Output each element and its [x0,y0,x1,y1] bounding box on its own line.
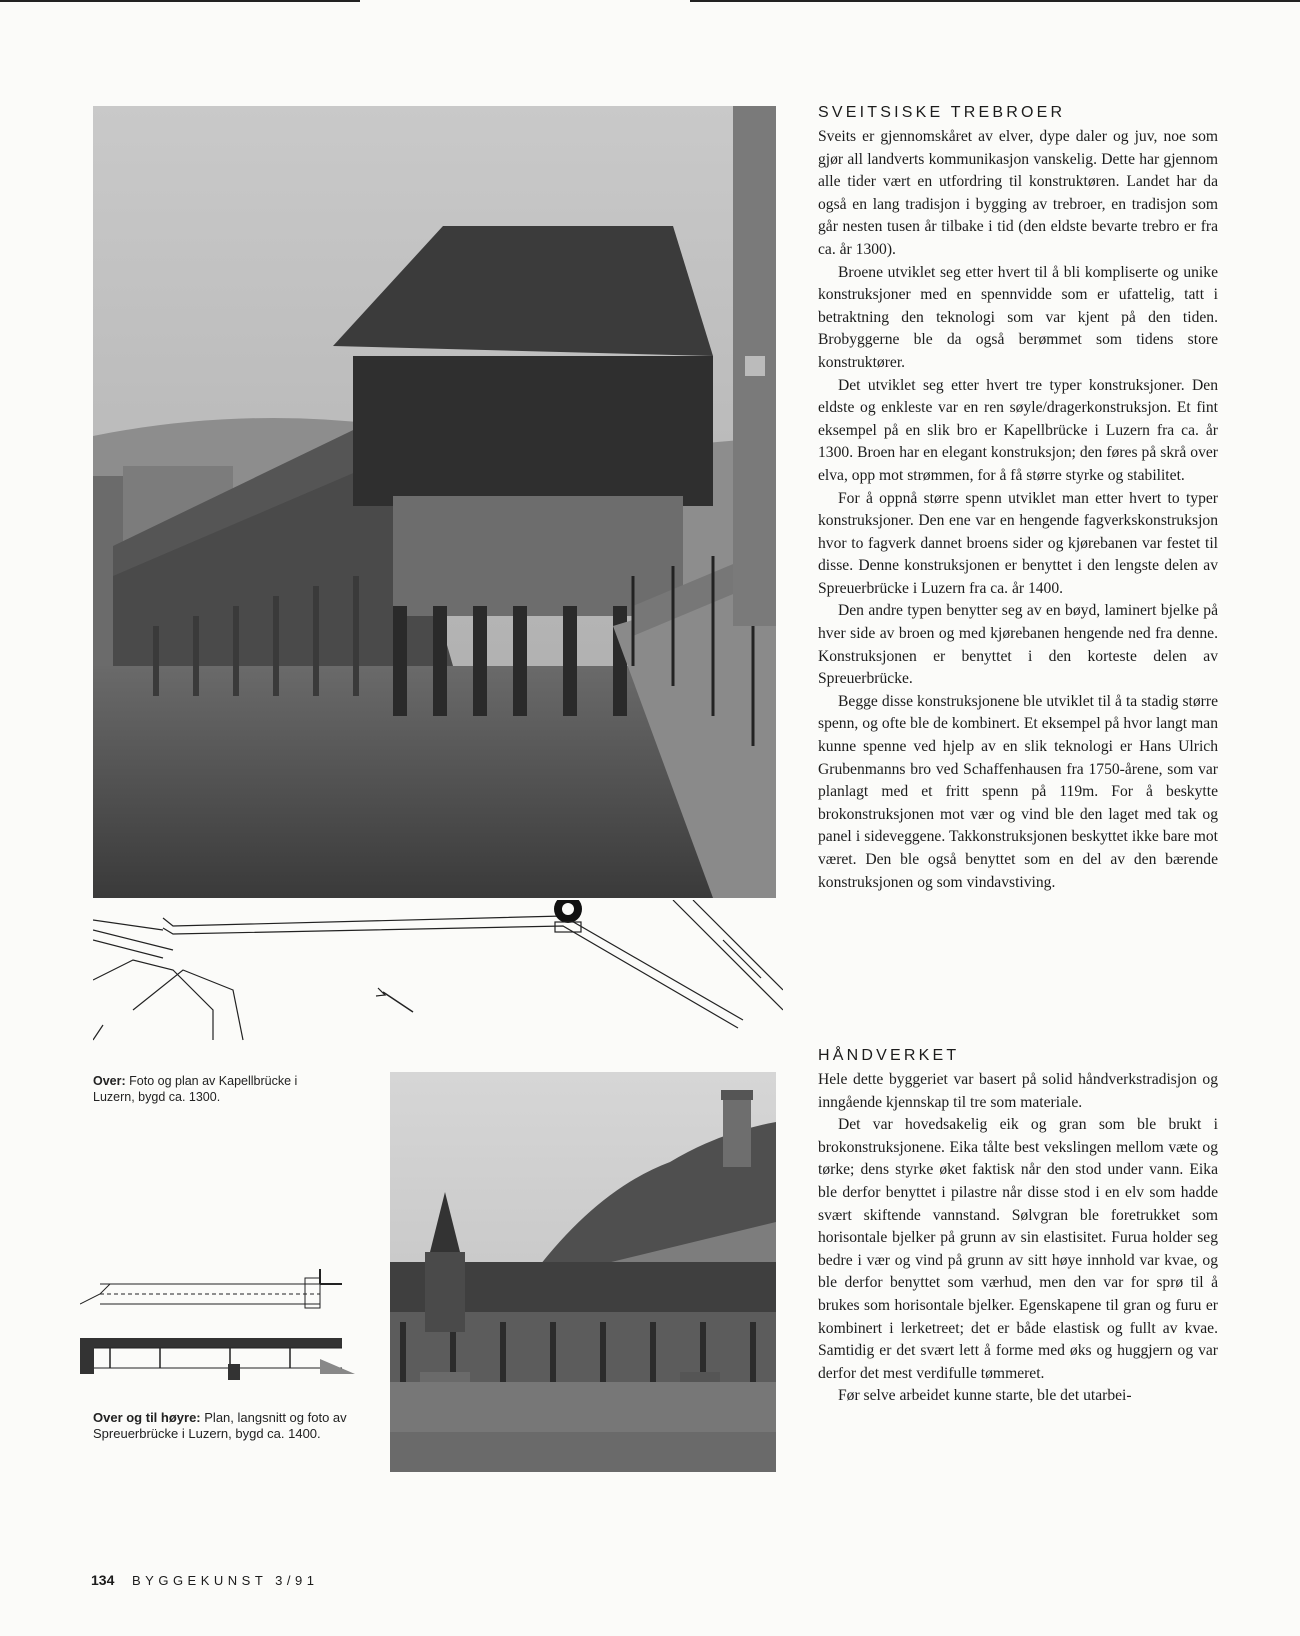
paragraph: Sveits er gjennomskåret av elver, dype daler og juv, noe som gjør all landverts kommunikasjon vanskelig. Dette har gjennom alle tider vært en utfordring til konstruktøren. Landet har da også en lang tradisjon i bygging av trebroer, en tradisjon som går nesten tusen år tilbake i tid (den eldste bevarte trebro er fra ca. år 1300). [818,128,1218,258]
paragraph: Begge disse konstruksjonene ble utviklet til å ta stadig større spenn, og ofte ble de kombinert. Et eksempel på hvor langt man kunne spenne ved hjelp av en slik teknologi er Hans Ulrich Grubenmanns bro ved Schaffenhausen fra 1750-årene, som var planlagt med et fritt spenn på 119m. For å beskytte brokonstruksjonen mot vær og vind ble den laget med tak og panel i sideveggene. Takkonstruksjonen beskyttet ikke bare mot været. Den ble også benyttet som en del av den bærende konstruksjonen og som vindavstiving. [818,692,1218,891]
spreuerbrucke-caption [93,1410,363,1442]
top-rule-right [690,0,1300,2]
spreuerbrucke-caption-label: Over og til høyre: [93,1410,201,1425]
spreuerbrucke-caption-text: Plan, langsnitt og foto av Spreuerbrücke i Luzern, bygd ca. 1400. [93,1410,347,1441]
kapellbrucke-plan-drawing [93,900,783,1050]
paragraph: Det utviklet seg etter hvert tre typer konstruksjoner. Den eldste og enkleste var en ren søyle/dragerkonstruksjon. Et fint eksempel på en slik bro er Kapellbrücke i Luzern fra ca. år 1300. Broen har en elegant konstruksjon; den føres på skrå over elva, opp mot strømmen, for å få større styrke og stabilitet. [818,376,1218,484]
paragraph: Det var hovedsakelig eik og gran som ble brukt i brokonstruksjonene. Eika tålte best vekslingen mellom væte og tørke; dens styrke øket faktisk når den stod under vann. Eika ble derfor benyttet i pilastre når disse stod i en elv som hadde svært skiftende vannstand. Sølvgran ble foretrukket som horisontale bjelker på grunn av sin elastisitet. Furua holder seg bedre i vær og vind på grunn av sitt høye innhold var kvae, og ble derfor benyttet som værhud, men den var for sprø til å brukes som horisontale bjelker. Egenskapene til gran og furu er kombinert i lerketreet; det er både elastisk og fullt av kvae. Samtidig er det svært lett å forme med øks og huggjern og var derfor det mest verdifulle tømmeret. [818,1116,1218,1382]
section-heading-handverket: HÅNDVERKET [818,1047,960,1064]
spreuerbrucke-plan-section-drawing [80,1264,355,1389]
paragraph: Den andre typen benytter seg av en bøyd, laminert bjelke på hver side av broen og med kjørebanen hengende ned fra denne. Konstruksjonen er benyttet i den korteste delen av Spreuerbrücke. [818,602,1218,688]
page-footer [91,1572,318,1588]
kapellbrucke-caption [93,1073,333,1105]
page-number: 134 [91,1572,115,1588]
text-column-continued [818,1045,1218,1408]
paragraph: Før selve arbeidet kunne starte, ble det utarbei- [838,1387,1132,1405]
section-heading-sveitsiske-trebroer: SVEITSISKE TREBROER [818,104,1066,121]
text-column [818,102,1218,894]
top-rule-left [0,0,360,2]
paragraph: For å oppnå større spenn utviklet man etter hvert to typer konstruksjoner. Den ene var en hengende fagverkskonstruksjon hvor to fagverk dannet broens sider og kjørebanen var festet til disse. Denne konstruksjonen er benyttet i den lengste delen av Spreuerbrücke i Luzern fra ca. år 1400. [818,489,1218,597]
kapellbrucke-photo [93,106,776,898]
paragraph: Broene utviklet seg etter hvert til å bli kompliserte og unike konstruksjoner med en spennvidde som er ufattelig, tatt i betraktning den teknologi som var kjent på den tiden. Brobyggerne ble da også berømmet som tidens store konstruktører. [818,263,1218,371]
kapellbrucke-caption-label: Over: [93,1074,126,1088]
magazine-issue: BYGGEKUNST 3/91 [131,1573,319,1588]
kapellbrucke-caption-text: Foto og plan av Kapellbrücke i Luzern, bygd ca. 1300. [93,1074,298,1104]
paragraph: Hele dette byggeriet var basert på solid håndverkstradisjon og inngående kjennskap til tre som materiale. [818,1071,1218,1111]
spreuerbrucke-photo [390,1072,776,1472]
